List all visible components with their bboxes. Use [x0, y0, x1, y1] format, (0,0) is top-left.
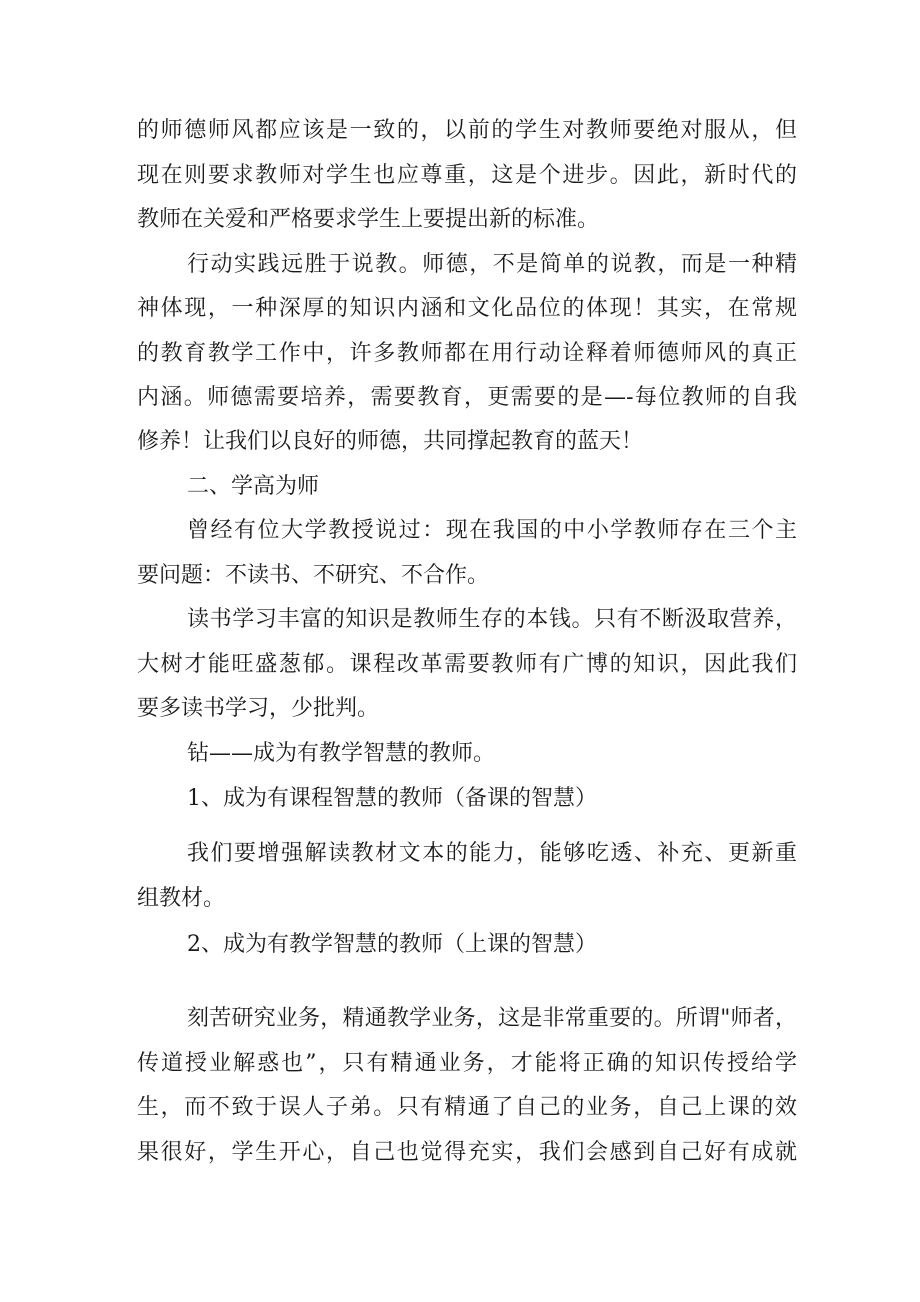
- subheading: 2、成为有教学智慧的教师（上课的智慧）: [187, 932, 597, 957]
- text-line: 曾经有位大学教授说过：现在我国的中小学教师存在三个主: [187, 518, 797, 543]
- text-line: 要多读书学习，少批判。: [137, 696, 380, 721]
- text-line: 我们要增强解读教材文本的能力，能够吃透、补充、更新重: [187, 841, 797, 866]
- text-line: 要问题：不读书、不研究、不合作。: [137, 563, 490, 588]
- text-line: 组教材。: [137, 886, 226, 911]
- text-line: 大树才能旺盛葱郁。课程改革需要教师有广博的知识，因此我们: [137, 652, 797, 677]
- text-line: 的师德师风都应该是一致的，以前的学生对教师要绝对服从，但: [137, 118, 797, 143]
- text-line: 生，而不致于误人子弟。只有精通了自己的业务，自己上课的效: [137, 1095, 797, 1120]
- text-line: 行动实践远胜于说教。师德，不是简单的说教，而是一种精: [187, 252, 797, 277]
- text-line: 教师在关爱和严格要求学生上要提出新的标准。: [137, 207, 600, 232]
- text-line: 现在则要求教师对学生也应尊重，这是个进步。因此，新时代的: [137, 163, 797, 188]
- text-line: 果很好，学生开心，自己也觉得充实，我们会感到自己好有成就: [137, 1140, 797, 1165]
- text-line: 的教育教学工作中，许多教师都在用行动诠释着师德师风的真正: [137, 341, 797, 366]
- text-line: 传道授业解惑也”，只有精通业务，才能将正确的知识传授给学: [137, 1051, 797, 1076]
- text-line: 钻——成为有教学智慧的教师。: [187, 741, 496, 766]
- section-heading: 二、学高为师: [187, 474, 320, 499]
- text-line: 修养！让我们以良好的师德，共同撑起教育的蓝天！: [137, 429, 644, 454]
- text-line: 刻苦研究业务，精通教学业务，这是非常重要的。所谓"师者，: [187, 1006, 797, 1031]
- text-line: 读书学习丰富的知识是教师生存的本钱。只有不断汲取营养，: [187, 607, 797, 632]
- text-line: 神体现，一种深厚的知识内涵和文化品位的体现！其实，在常规: [137, 296, 797, 321]
- subheading: 1、成为有课程智慧的教师（备课的智慧）: [187, 786, 597, 811]
- text-line: 内涵。师德需要培养，需要教育，更需要的是—-每位教师的自我: [137, 385, 797, 410]
